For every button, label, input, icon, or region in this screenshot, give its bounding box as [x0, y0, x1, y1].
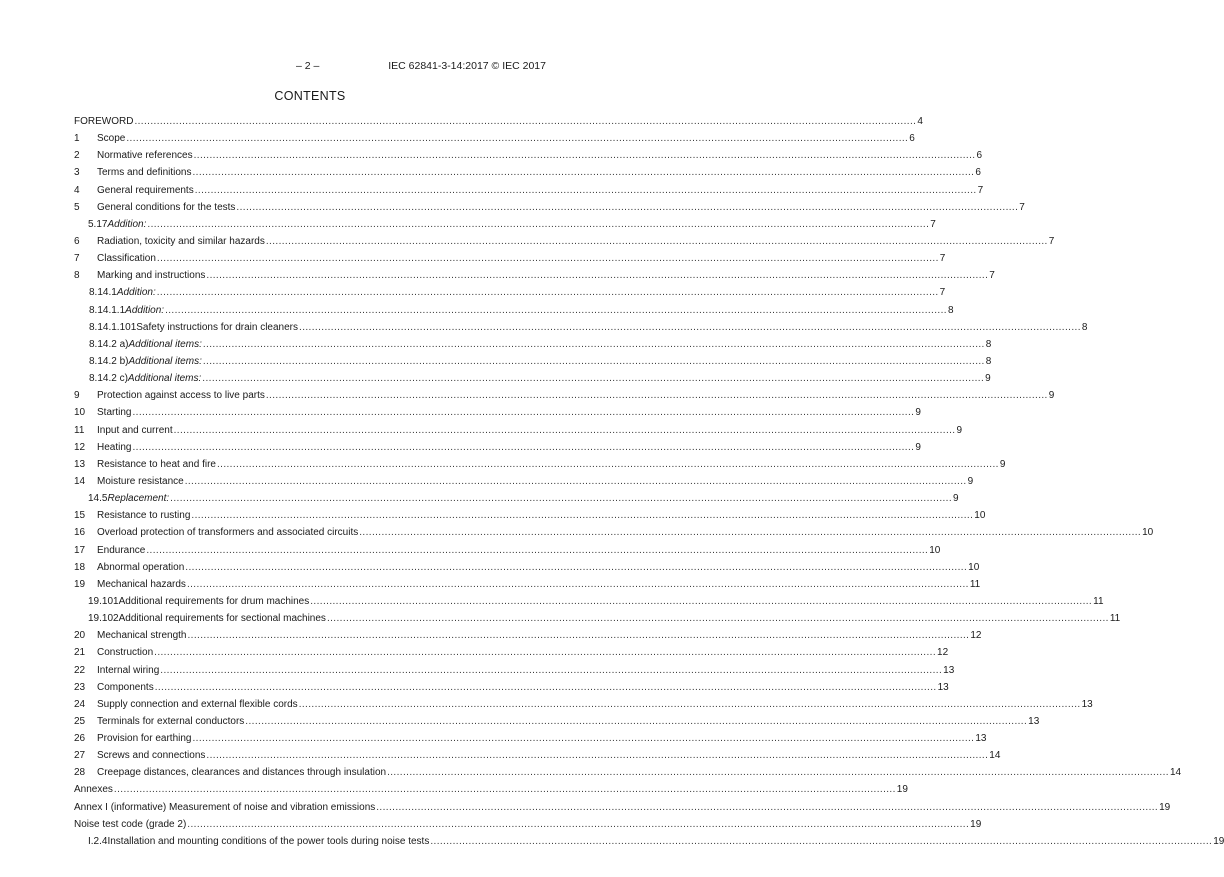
- toc-entry[interactable]: [74, 456, 1006, 473]
- toc-entry[interactable]: [74, 422, 963, 439]
- toc-entry-title: Moisture resistance: [97, 475, 184, 487]
- dot-leader: [206, 267, 988, 284]
- toc-entry-number: 8.14.2 a): [89, 338, 129, 350]
- toc-entry-title: Terms and definitions: [97, 167, 192, 179]
- toc-entry-number: 9: [74, 390, 80, 402]
- toc-entry-page: 8: [1081, 321, 1088, 333]
- toc-entry-title: Resistance to rusting: [97, 510, 191, 522]
- toc-entry-number: 5: [74, 201, 80, 213]
- dot-leader: [203, 353, 985, 370]
- toc-entry[interactable]: [74, 439, 921, 456]
- toc-entry-page: 7: [939, 287, 946, 299]
- toc-entry-number: 28: [74, 767, 86, 779]
- dot-leader: [245, 713, 1027, 730]
- toc-entry-page: 13: [937, 681, 949, 693]
- contents-title: CONTENTS: [274, 89, 346, 103]
- toc-entry-title: Additional items:: [128, 338, 202, 350]
- toc-entry-page: 19: [896, 784, 908, 796]
- toc-entry-page: 12: [937, 647, 949, 659]
- toc-entry-title: Abnormal operation: [97, 561, 185, 573]
- toc-entry-title: General requirements: [97, 184, 194, 196]
- dot-leader: [154, 644, 936, 661]
- toc-entry-title: Installation and mounting conditions of the power tools during noise tests: [107, 835, 430, 847]
- dot-leader: [203, 336, 985, 353]
- toc-entry-title: Safety instructions for drain cleaners: [136, 321, 299, 333]
- toc-entry-title: Mechanical hazards: [97, 578, 186, 590]
- toc-entry[interactable]: [74, 147, 983, 164]
- toc-entry-title: Scope: [97, 133, 126, 145]
- toc-entry-title: Input and current: [97, 424, 173, 436]
- toc-entry-number: 14.5: [88, 493, 108, 505]
- toc-entry[interactable]: [74, 816, 982, 833]
- toc-entry-number: 14: [74, 475, 86, 487]
- toc-entry-title: Internal wiring: [97, 664, 160, 676]
- toc-entry-page: 11: [1109, 613, 1121, 625]
- dot-leader: [132, 404, 914, 421]
- toc-entry-page: 19: [970, 818, 982, 830]
- toc-entry-page: 4: [917, 116, 923, 127]
- toc-entry[interactable]: [74, 696, 1093, 713]
- dot-leader: [195, 182, 977, 199]
- dot-leader: [155, 679, 937, 696]
- toc-entry[interactable]: [74, 284, 946, 301]
- toc-entry-number: 25: [74, 715, 86, 727]
- toc-entry[interactable]: [74, 233, 1055, 250]
- toc-entry-number: 12: [74, 441, 86, 453]
- toc-entry-page: 10: [974, 510, 986, 522]
- dot-leader: [217, 456, 999, 473]
- dot-leader: [191, 507, 973, 524]
- toc-entry-number: 23: [74, 681, 86, 693]
- toc-entry-title: Noise test code (grade 2): [74, 818, 187, 830]
- toc-entry-title: Creepage distances, clearances and distances through insulation: [97, 767, 387, 779]
- toc-entry-number: 13: [74, 458, 86, 470]
- toc-entry[interactable]: [74, 559, 980, 576]
- toc-entry-number: 27: [74, 750, 86, 762]
- dot-leader: [132, 439, 914, 456]
- toc-entry-title: Annex I (informative) Measurement of noise and vibration emissions: [74, 801, 376, 813]
- toc-entry-title: Mechanical strength: [97, 630, 187, 642]
- toc-entry-number: 19: [74, 578, 86, 590]
- toc-entry[interactable]: [74, 370, 991, 387]
- toc-entry[interactable]: [74, 679, 949, 696]
- dot-leader: [146, 542, 928, 559]
- toc-entry-page: 8: [985, 355, 992, 367]
- toc-entry-page: 9: [956, 424, 963, 436]
- toc-entry-number: 7: [74, 253, 80, 265]
- toc-entry[interactable]: [74, 490, 959, 507]
- toc-entry-title: Replacement:: [107, 493, 170, 505]
- toc-entry-title: Starting: [97, 407, 132, 419]
- toc-entry[interactable]: [74, 799, 1171, 816]
- toc-entry-page: 19: [1159, 801, 1171, 813]
- toc-entry-page: 7: [977, 184, 984, 196]
- dot-leader: [387, 764, 1169, 781]
- toc-entry[interactable]: [74, 336, 992, 353]
- toc-entry-title: Additional requirements for drum machines: [118, 595, 310, 607]
- dot-leader: [310, 593, 1092, 610]
- toc-entry[interactable]: [74, 319, 1088, 336]
- page-number: – 2 –: [296, 60, 320, 72]
- toc-entry[interactable]: [74, 164, 981, 181]
- toc-entry-page: 8: [985, 338, 992, 350]
- toc-entry-number: 8.14.1: [89, 287, 117, 299]
- toc-entry-page: 9: [967, 475, 974, 487]
- toc-entry-page: 8: [947, 304, 954, 316]
- toc-entry[interactable]: [74, 267, 995, 284]
- toc-entry-title: Additional items:: [128, 355, 202, 367]
- toc-entry-page: 11: [1093, 595, 1104, 607]
- dot-leader: [327, 610, 1109, 627]
- toc-entry-title: Construction: [97, 647, 154, 659]
- toc-entry[interactable]: [74, 764, 1182, 781]
- toc-entry[interactable]: [74, 473, 974, 490]
- dot-leader: [376, 799, 1158, 816]
- toc-entry-page: 7: [1048, 235, 1055, 247]
- toc-entry-number: 10: [74, 407, 86, 419]
- toc-entry[interactable]: [74, 182, 984, 199]
- toc-entry-number: 26: [74, 733, 86, 745]
- toc-entry-number: 6: [74, 235, 80, 247]
- dot-leader: [126, 130, 908, 147]
- dot-leader: [202, 370, 984, 387]
- toc-entry[interactable]: [74, 113, 923, 130]
- toc-entry[interactable]: [74, 662, 955, 679]
- toc-entry-page: 14: [1169, 767, 1182, 779]
- toc-entry[interactable]: [74, 250, 946, 267]
- toc-entry-page: 6: [909, 133, 915, 145]
- dot-leader: [157, 250, 939, 267]
- dot-leader: [206, 747, 988, 764]
- toc-entry[interactable]: [74, 387, 1055, 404]
- toc-entry-number: 15: [74, 510, 86, 522]
- toc-entry[interactable]: [74, 524, 1154, 541]
- toc-entry[interactable]: [74, 610, 1121, 627]
- dot-leader: [165, 302, 947, 319]
- toc-entry-number: I.2.4: [88, 835, 108, 847]
- toc-entry-page: 14: [989, 750, 1001, 762]
- toc-entry-page: 10: [968, 561, 980, 573]
- toc-entry-title: Addition:: [116, 287, 156, 299]
- toc-entry[interactable]: [74, 216, 936, 233]
- toc-entry-number: 4: [74, 184, 80, 196]
- toc-entry-title: Addition:: [125, 304, 165, 316]
- toc-entry-number: 8.14.1.101: [89, 321, 137, 333]
- toc-entry[interactable]: [74, 576, 981, 593]
- toc-entry-page: 7: [989, 270, 995, 282]
- toc-entry-number: 3: [74, 167, 80, 179]
- toc-entry-number: 2: [74, 150, 80, 162]
- toc-entry-title: Marking and instructions: [97, 270, 206, 282]
- toc-entry[interactable]: [74, 730, 987, 747]
- toc-entry-title: Additional items:: [127, 373, 202, 385]
- dot-leader: [174, 422, 956, 439]
- toc-entry-number: 19.101: [88, 595, 119, 607]
- toc-entry-page: 7: [1019, 201, 1025, 213]
- toc-entry[interactable]: [74, 593, 1104, 610]
- toc-entry-page: 10: [929, 544, 941, 556]
- dot-leader: [185, 473, 967, 490]
- dot-leader: [430, 833, 1212, 850]
- dot-leader: [266, 233, 1048, 250]
- dot-leader: [299, 696, 1081, 713]
- toc-entry-page: 19: [1213, 835, 1224, 847]
- dot-leader: [359, 524, 1141, 541]
- toc-entry-page: 9: [915, 441, 921, 453]
- toc-entry[interactable]: [74, 199, 1025, 216]
- toc-entry-title: Resistance to heat and fire: [97, 458, 216, 470]
- table-of-contents: [74, 113, 1224, 850]
- toc-entry-title: Addition:: [107, 218, 147, 230]
- toc-entry[interactable]: [74, 627, 982, 644]
- toc-entry-page: 6: [976, 150, 983, 162]
- toc-entry-page: 13: [975, 733, 987, 745]
- toc-entry-page: 12: [970, 630, 982, 642]
- dot-leader: [114, 781, 896, 798]
- toc-entry-page: 7: [930, 218, 936, 230]
- toc-entry-title: Screws and connections: [97, 750, 206, 762]
- toc-entry-number: 8.14.2 c): [89, 373, 128, 385]
- dot-leader: [299, 319, 1081, 336]
- dot-leader: [170, 490, 952, 507]
- toc-entry[interactable]: [74, 747, 1001, 764]
- toc-entry-title: Additional requirements for sectional machines: [118, 613, 326, 625]
- toc-entry-page: 9: [915, 407, 921, 419]
- toc-entry-title: Classification: [97, 253, 156, 265]
- toc-entry-page: 10: [1142, 527, 1154, 539]
- dot-leader: [187, 816, 969, 833]
- dot-leader: [193, 730, 975, 747]
- toc-entry-title: FOREWORD: [74, 116, 134, 127]
- dot-leader: [194, 147, 976, 164]
- toc-entry-title: General conditions for the tests: [97, 201, 236, 213]
- dot-leader: [236, 199, 1018, 216]
- toc-entry-page: 9: [1048, 390, 1055, 402]
- toc-entry-title: Components: [97, 681, 154, 693]
- toc-entry[interactable]: [74, 302, 954, 319]
- toc-entry-title: Annexes: [74, 784, 113, 796]
- toc-entry-title: Provision for earthing: [97, 733, 192, 745]
- toc-entry[interactable]: [74, 644, 949, 661]
- dot-leader: [160, 662, 942, 679]
- toc-entry-number: 20: [74, 630, 86, 642]
- toc-entry[interactable]: [74, 713, 1040, 730]
- toc-entry-page: 9: [953, 493, 959, 505]
- toc-entry-page: 13: [1081, 698, 1093, 710]
- toc-entry-title: Protection against access to live parts: [97, 390, 265, 402]
- toc-entry-title: Overload protection of transformers and associated circuits: [97, 527, 359, 539]
- toc-entry-page: 6: [975, 167, 981, 179]
- toc-entry[interactable]: [74, 833, 1224, 850]
- toc-entry-page: 9: [985, 373, 991, 385]
- toc-entry[interactable]: [74, 542, 941, 559]
- dot-leader: [185, 559, 967, 576]
- toc-entry-title: Normative references: [97, 150, 193, 162]
- standard-reference: IEC 62841-3-14:2017 © IEC 2017: [388, 60, 546, 72]
- toc-entry-number: 18: [74, 561, 86, 573]
- toc-entry-number: 8: [74, 270, 80, 282]
- toc-entry[interactable]: [74, 404, 921, 421]
- dot-leader: [266, 387, 1048, 404]
- toc-entry-number: 21: [74, 647, 86, 659]
- toc-entry-page: 13: [1028, 715, 1040, 727]
- toc-entry-title: Terminals for external conductors: [97, 715, 245, 727]
- dot-leader: [187, 576, 969, 593]
- dot-leader: [147, 216, 929, 233]
- toc-entry-title: Supply connection and external flexible cords: [97, 698, 298, 710]
- toc-entry-page: 13: [943, 664, 955, 676]
- toc-entry-number: 22: [74, 664, 86, 676]
- toc-entry-number: 8.14.2 b): [89, 355, 129, 367]
- toc-entry-page: 9: [999, 458, 1006, 470]
- toc-entry-number: 19.102: [88, 613, 119, 625]
- toc-entry-number: 8.14.1.1: [89, 304, 126, 316]
- toc-entry-title: Radiation, toxicity and similar hazards: [97, 235, 265, 247]
- dot-leader: [134, 113, 916, 130]
- toc-entry-page: 11: [969, 578, 981, 590]
- toc-entry-page: 7: [939, 253, 946, 265]
- dot-leader: [193, 164, 975, 181]
- toc-entry-number: 17: [74, 544, 86, 556]
- toc-entry[interactable]: [74, 781, 908, 798]
- toc-entry-title: Heating: [97, 441, 132, 453]
- toc-entry-number: 24: [74, 698, 86, 710]
- toc-entry-number: 16: [74, 527, 86, 539]
- toc-entry[interactable]: [74, 353, 992, 370]
- toc-entry[interactable]: [74, 507, 986, 524]
- toc-entry-title: Endurance: [97, 544, 146, 556]
- toc-entry-number: 11: [74, 424, 85, 436]
- dot-leader: [157, 284, 939, 301]
- page-header: [0, 60, 620, 74]
- dot-leader: [188, 627, 970, 644]
- toc-entry-number: 5.17: [88, 218, 108, 230]
- toc-entry-number: 1: [74, 133, 80, 145]
- toc-entry[interactable]: [74, 130, 915, 147]
